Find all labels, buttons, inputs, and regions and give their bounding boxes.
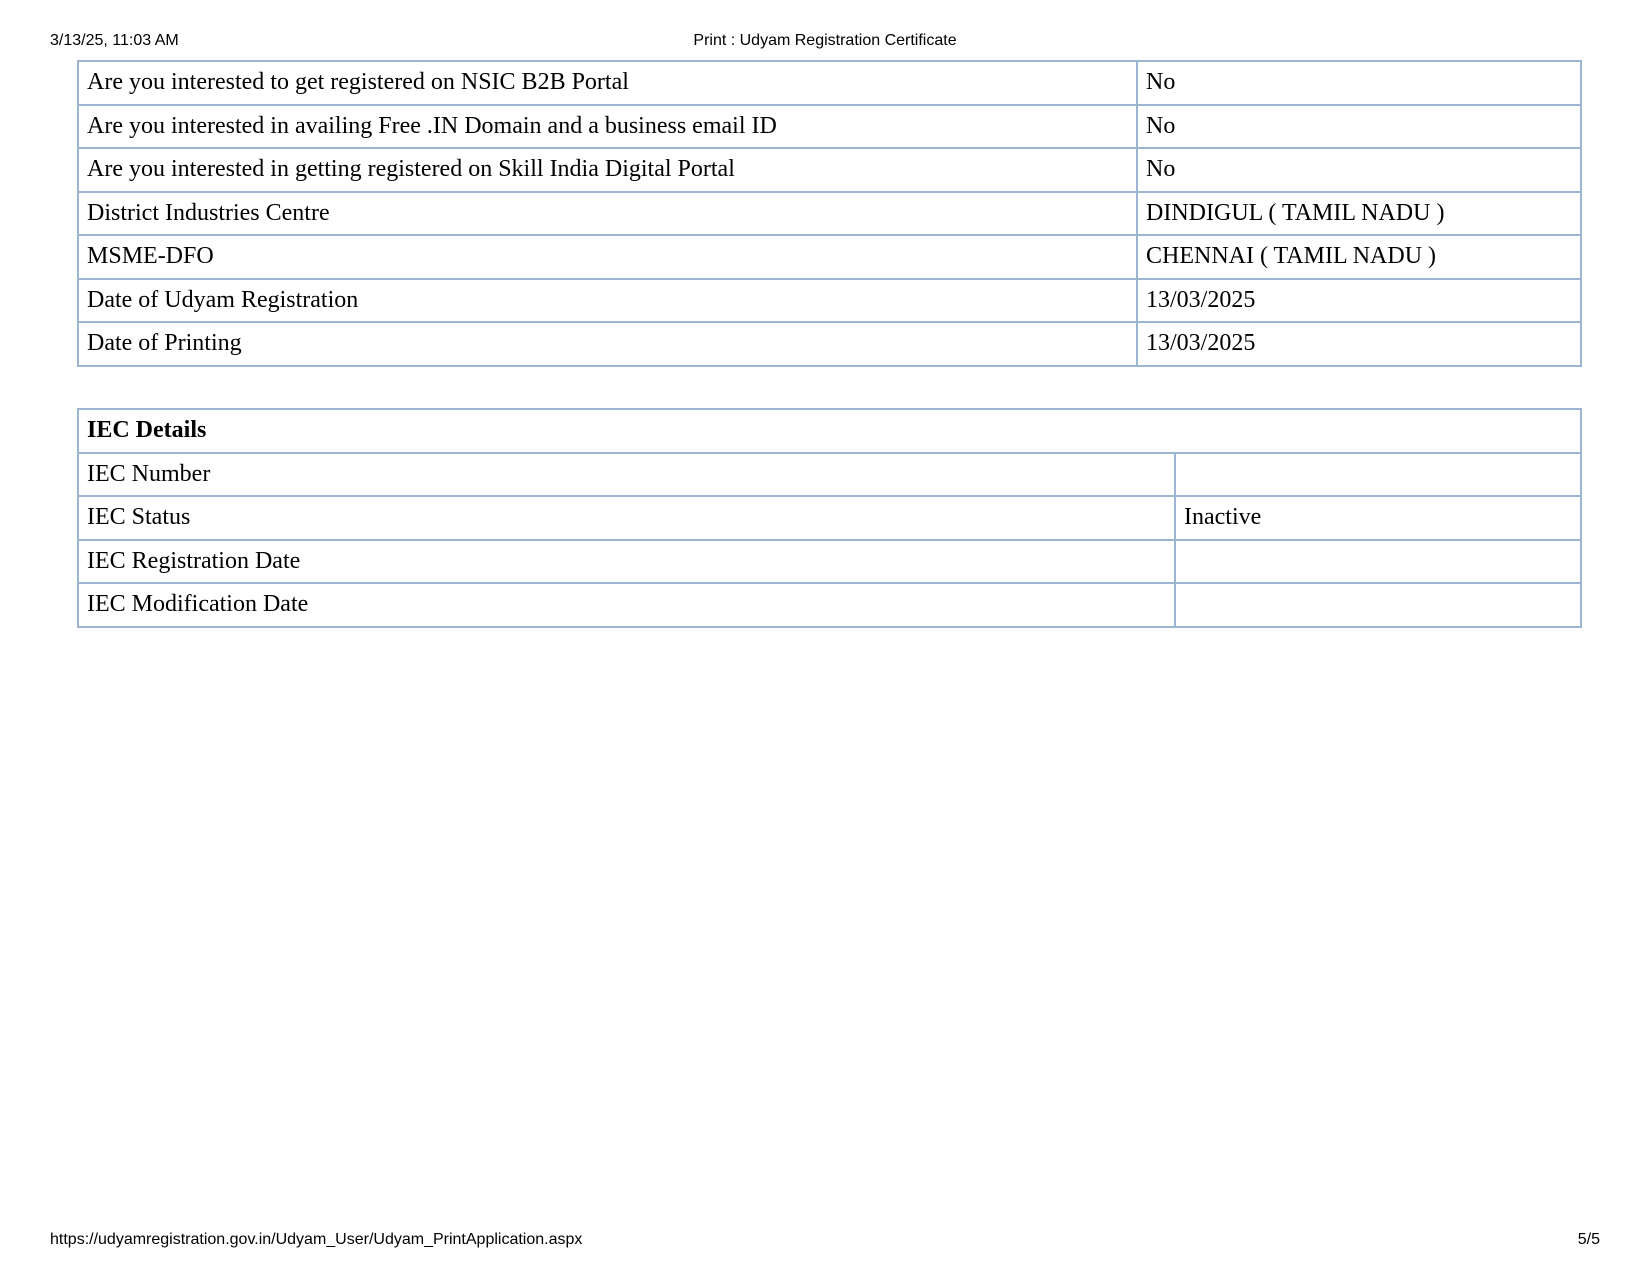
row-value: 13/03/2025 bbox=[1137, 322, 1581, 366]
row-label: District Industries Centre bbox=[78, 192, 1137, 236]
table-row bbox=[78, 496, 1581, 540]
print-footer bbox=[50, 1231, 1600, 1251]
row-label: IEC Modification Date bbox=[78, 583, 1175, 627]
table-row bbox=[78, 192, 1581, 236]
page-url: https://udyamregistration.gov.in/Udyam_User/Udyam_PrintApplication.aspx bbox=[50, 1231, 583, 1248]
table-row bbox=[78, 105, 1581, 149]
print-header bbox=[50, 32, 1600, 52]
row-label: Are you interested to get registered on NSIC B2B Portal bbox=[78, 61, 1137, 105]
table-row bbox=[78, 322, 1581, 366]
row-label: Are you interested in getting registered on Skill India Digital Portal bbox=[78, 148, 1137, 192]
table-row bbox=[78, 61, 1581, 105]
row-label: MSME-DFO bbox=[78, 235, 1137, 279]
row-label: IEC Registration Date bbox=[78, 540, 1175, 584]
print-datetime: 3/13/25, 11:03 AM bbox=[50, 32, 179, 49]
row-label: IEC Status bbox=[78, 496, 1175, 540]
row-value: Inactive bbox=[1175, 496, 1581, 540]
registration-details-table bbox=[77, 60, 1582, 367]
table-row bbox=[78, 235, 1581, 279]
section-heading: IEC Details bbox=[78, 409, 1581, 453]
row-label: Date of Udyam Registration bbox=[78, 279, 1137, 323]
table-row bbox=[78, 453, 1581, 497]
row-value: No bbox=[1137, 61, 1581, 105]
iec-details-table bbox=[77, 408, 1582, 628]
row-value: CHENNAI ( TAMIL NADU ) bbox=[1137, 235, 1581, 279]
table-row bbox=[78, 583, 1581, 627]
row-value: DINDIGUL ( TAMIL NADU ) bbox=[1137, 192, 1581, 236]
table-row bbox=[78, 148, 1581, 192]
page-number: 5/5 bbox=[1577, 1231, 1600, 1248]
row-value bbox=[1175, 540, 1581, 584]
table-row bbox=[78, 540, 1581, 584]
row-value bbox=[1175, 453, 1581, 497]
row-value: No bbox=[1137, 148, 1581, 192]
row-value: No bbox=[1137, 105, 1581, 149]
row-label: Are you interested in availing Free .IN Domain and a business email ID bbox=[78, 105, 1137, 149]
table-row bbox=[78, 279, 1581, 323]
row-label: Date of Printing bbox=[78, 322, 1137, 366]
print-page-title: Print : Udyam Registration Certificate bbox=[693, 32, 957, 49]
row-value: 13/03/2025 bbox=[1137, 279, 1581, 323]
section-header-row bbox=[78, 409, 1581, 453]
row-label: IEC Number bbox=[78, 453, 1175, 497]
row-value bbox=[1175, 583, 1581, 627]
